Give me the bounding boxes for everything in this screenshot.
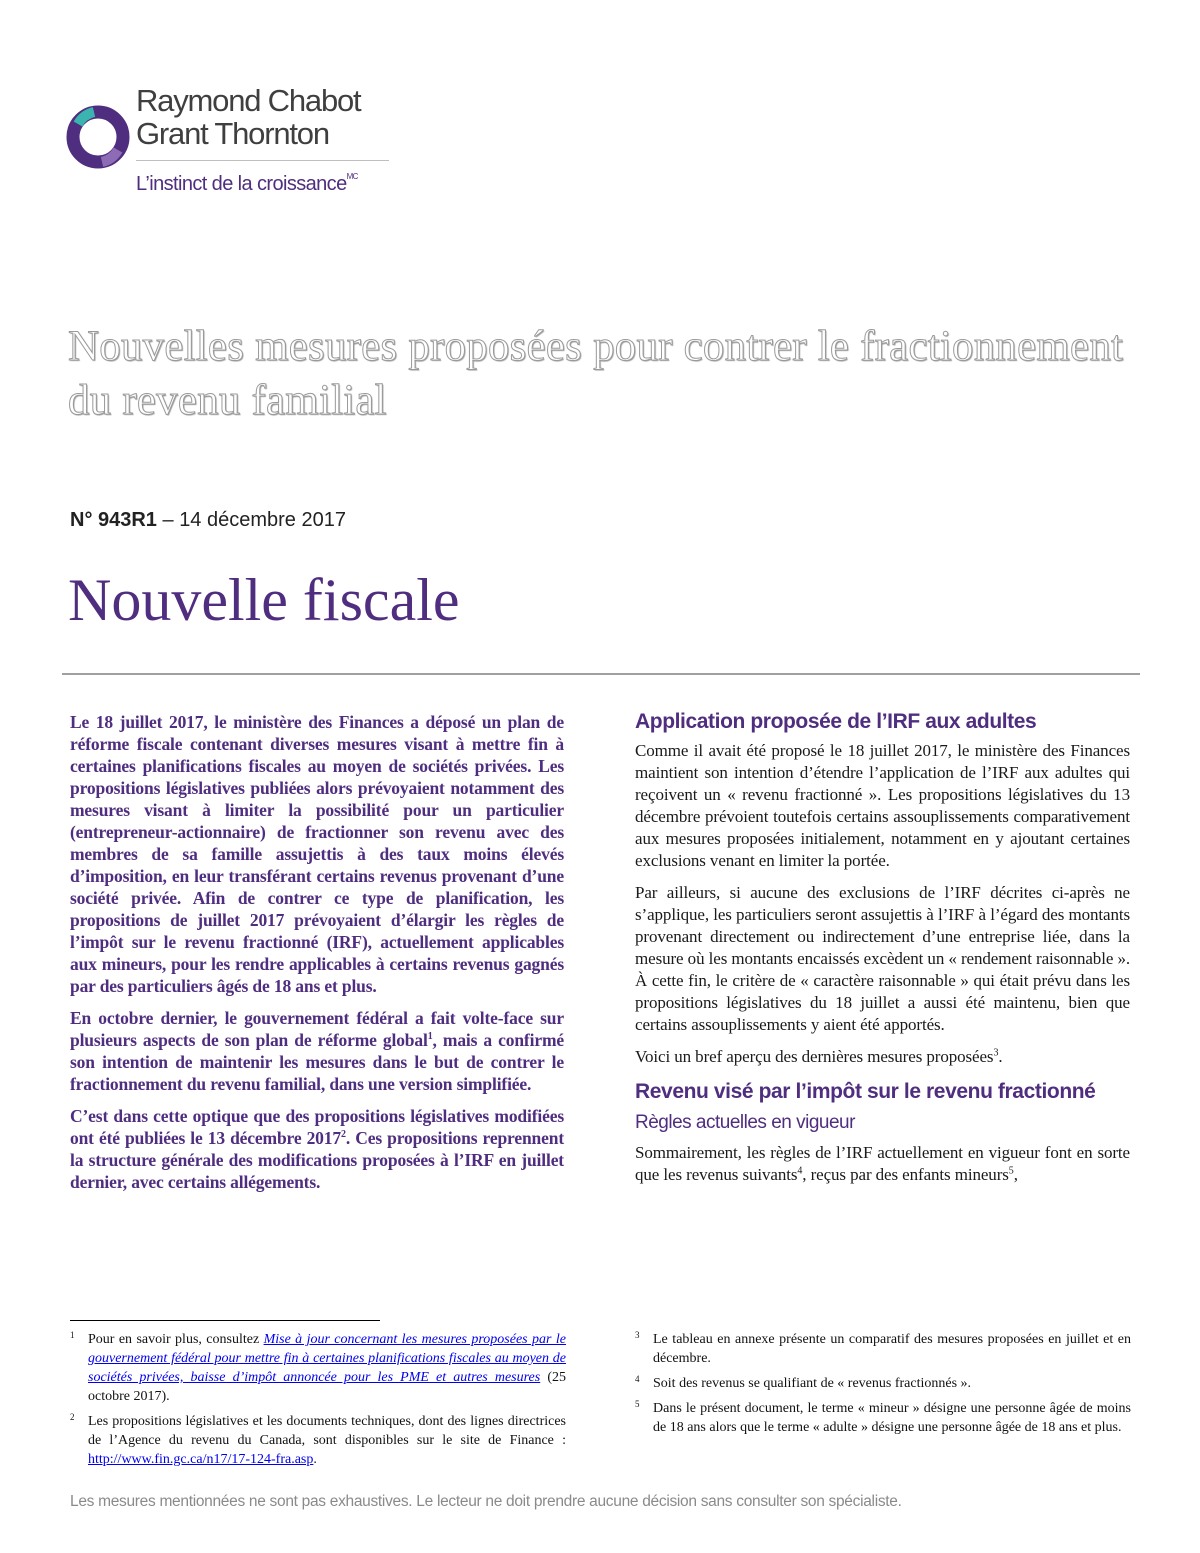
disclaimer: Les mesures mentionnées ne sont pas exhaustives. Le lecteur ne doit prendre aucune décision sans consulter son spécialiste. xyxy=(70,1493,902,1510)
header-divider xyxy=(62,673,1140,675)
footnote-4: 4 Soit des revenus se qualifiant de « revenus fractionnés ». xyxy=(635,1374,972,1391)
footnote-ref-4[interactable]: 4 xyxy=(797,1165,803,1177)
document-title: Nouvelles mesures proposées pour contrer le fractionnement du revenu familial xyxy=(68,323,1124,424)
lead-paragraph-1: Le 18 juillet 2017, le ministère des Finances a déposé un plan de réforme fiscale contenant diverses mesures visant à mettre fin à certaines planifications fiscales au moyen de sociétés privées. Les propositions législatives publiées alors prévoyaient notamment des mesures visant à limiter la possibilité pour un particulier (entrepreneur-actionnaire) de fractionner son revenu avec des membres de sa famille assujettis à des taux moins élevés d’imposition, en leur transférant certains revenus provenant d’une société privée. Afin de contrer ce type de planification, les propositions de juillet 2017 prévoyaient d’élargir les règles de l’impôt sur le revenu fractionné (IRF), actuellement applicables aux mineurs, pour les rendre applicables à certains revenus gagnés par des particuliers âgés de 18 ans et plus. xyxy=(70,712,564,996)
body-paragraph-2: Par ailleurs, si aucune des exclusions de l’IRF décrites ci-après ne s’applique, les particuliers seront assujettis à l’IRF à l’égard des montants provenant directement ou indirectement d’une entreprise liée, dans la mesure où les montants encaissés excèdent un « rendement raisonnable ». À cette fin, le critère de « caractère raisonnable » qui était prévu dans les propositions législatives du 18 juillet a aussi été maintenu, bien que certains assouplissements y aient été apportés. xyxy=(635,883,1130,1034)
footnotes-left xyxy=(70,1330,566,1475)
footnote-ref-5[interactable]: 5 xyxy=(1008,1165,1014,1177)
footnote-1: 1 Pour en savoir plus, consultez Mise à jour concernant les mesures proposées par le gouvernement fédéral pour mettre fin à certaines planifications fiscales au moyen de sociétés privées, baisse d’impôt annoncée pour les PME et autres mesures (25 octobre 2017). xyxy=(70,1330,566,1404)
body-paragraph-1: Comme il avait été proposé le 18 juillet 2017, le ministère des Finances maintient son intention d’étendre l’application de l’IRF aux adultes qui reçoivent un « revenu fractionné ». Les propositions législatives du 13 décembre prévoient toutefois certains assouplissements comparativement aux mesures proposées initialement, notamment en y ajoutant certaines exclusions venant en limiter la portée. xyxy=(635,741,1130,870)
logo-tagline: L’instinct de la croissance$^{MC}$ xyxy=(136,172,358,195)
logo-divider xyxy=(136,160,389,161)
series-title: Nouvelle fiscale xyxy=(68,567,460,633)
footnote-separator xyxy=(70,1320,380,1321)
footnote-2-link[interactable]: http://www.fin.gc.ca/n17/17-124-fra.asp xyxy=(88,1452,314,1467)
footnote-2: 2 Les propositions législatives et les documents techniques, dont des lignes directrices de l’Agence du revenu du Canada, sont disponibles sur le site de Finance : http://www.fin.gc.ca/n17/17-124-fra.asp. xyxy=(70,1412,566,1467)
footnote-3: 3 Le tableau en annexe présente un comparatif des mesures proposées en juillet et en décembre. xyxy=(635,1330,1131,1366)
footnote-ref-1[interactable]: 1 xyxy=(427,1031,433,1043)
trademark-mark: MC xyxy=(346,172,358,181)
section-heading-irf-adultes: Application proposée de l’IRF aux adultes xyxy=(635,710,1037,733)
footnote-ref-2[interactable]: 2 xyxy=(340,1129,346,1141)
logo-wordmark-line2: Grant Thornton xyxy=(136,116,329,151)
document-date: 14 décembre 2017 xyxy=(179,509,346,531)
footnotes-right xyxy=(635,1330,1131,1443)
right-column xyxy=(635,708,1130,1196)
footnote-1-link[interactable]: Mise à jour concernant les mesures proposées par le gouvernement fédéral pour mettre fin à certaines planifications fiscales au moyen de sociétés privées, baisse d’impôt annoncée pour les PME et autres mesures xyxy=(88,1332,566,1385)
footnote-ref-3[interactable]: 3 xyxy=(993,1047,999,1059)
left-column xyxy=(70,711,564,1203)
grant-thornton-swirl-icon xyxy=(64,104,134,170)
section-heading-revenu-vise: Revenu visé par l’impôt sur le revenu fractionné xyxy=(635,1080,1096,1103)
lead-paragraph-2: En octobre dernier, le gouvernement fédéral a fait volte-face sur plusieurs aspects de son plan de réforme global$^1$, mais a confirmé son intention de maintenir les mesures dans le but de contrer le fractionnement du revenu familial, dans une version simplifiée. xyxy=(70,1008,564,1094)
footnote-5: 5 Dans le présent document, le terme « mineur » désigne une personne âgée de moins de 18 ans alors que le terme « adulte » désigne une personne âgée de 18 ans et plus. xyxy=(635,1399,1131,1435)
subsection-heading-regles-actuelles: Règles actuelles en vigueur xyxy=(635,1112,855,1133)
document-number: N° 943R1 xyxy=(70,509,157,531)
document-meta: N° 943R1 – 14 décembre 2017 xyxy=(70,509,346,531)
body-paragraph-4: Sommairement, les règles de l’IRF actuellement en vigueur font en sorte que les revenus suivants$^4$, reçus par des enfants mineurs$^5$, xyxy=(635,1143,1130,1184)
logo-wordmark-line1: Raymond Chabot xyxy=(136,83,361,118)
body-paragraph-3: Voici un bref aperçu des dernières mesures proposées$^3$. xyxy=(635,1047,1003,1066)
lead-paragraph-3: C’est dans cette optique que des propositions législatives modifiées ont été publiées le 13 décembre 2017$^2$. Ces propositions reprennent la structure générale des modifications proposées à l’IRF en juillet dernier, avec certains allégements. xyxy=(70,1106,564,1192)
